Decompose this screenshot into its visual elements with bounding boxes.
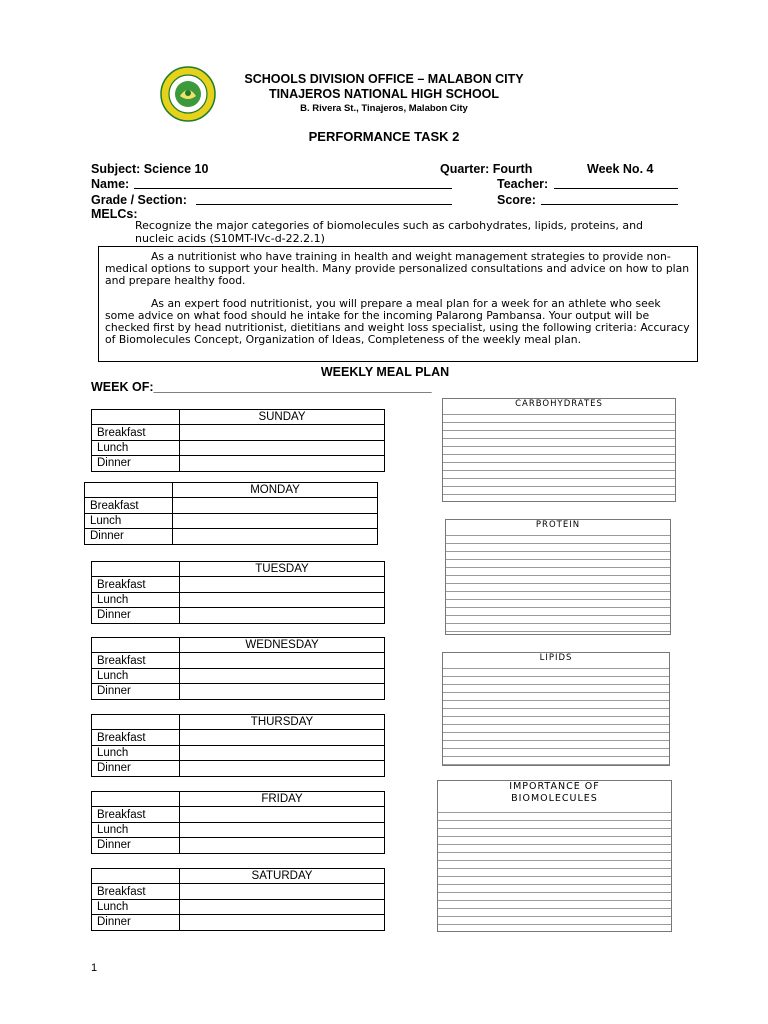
meal-entry-cell[interactable] [180,822,385,837]
meal-label: Breakfast [92,730,180,745]
task-paragraph-1: As a nutritionist who have training in health and weight management strategies to provide non-medical options to support your health. Many provide personalized consultations and advice on how to plan and prepare healthy food. [105,250,690,287]
meal-entry-cell[interactable] [173,498,378,513]
meal-entry-cell[interactable] [173,529,378,544]
lipids-title: LIPIDS [443,653,669,664]
score-label: Score: [497,193,536,207]
meal-label: Lunch [92,745,180,760]
quarter-label: Quarter: Fourth [440,162,533,176]
meal-label: Dinner [92,684,180,699]
weekly-meal-plan-title: WEEKLY MEAL PLAN [320,365,450,379]
task-paragraph-2: As an expert food nutritionist, you will prepare a meal plan for a week for an athlete who seek some advice on what food should he intake for the incoming Palarong Pambansa. Your output will be checked first by head nutritionist, dietitians and weight loss specialist, using the following criteria: Accuracy of Biomolecules Concept, Organization of Ideas, Completeness of the weekly meal plan. [105,297,690,346]
day-header: MONDAY [173,483,378,498]
page-number: 1 [91,962,98,974]
meal-entry-cell[interactable] [180,899,385,914]
meal-label: Dinner [92,608,180,623]
meal-entry-cell[interactable] [180,838,385,853]
week-of-field[interactable]: WEEK OF:________________________________________ [91,380,432,394]
meal-entry-cell[interactable] [180,608,385,623]
lipids-box[interactable] [442,652,670,766]
week-number-label: Week No. 4 [587,162,654,176]
day-header: TUESDAY [180,562,385,577]
meal-label: Dinner [92,761,180,776]
meal-label: Dinner [92,915,180,930]
subject-label: Subject: Science 10 [91,162,209,176]
meal-entry-cell[interactable] [180,884,385,899]
day-header: WEDNESDAY [180,638,385,653]
meal-label: Lunch [92,668,180,683]
wednesday-table [91,637,385,700]
meal-entry-cell[interactable] [180,440,385,455]
importance-title-line-2: BIOMOLECULES [511,793,598,804]
importance-of-biomolecules-box[interactable] [437,780,672,932]
teacher-label: Teacher: [497,177,549,191]
meal-entry-cell[interactable] [180,730,385,745]
meal-label: Breakfast [92,884,180,899]
monday-table [84,482,378,545]
day-header: FRIDAY [180,792,385,807]
meal-label: Breakfast [85,498,173,513]
day-header: SUNDAY [180,410,385,425]
grade-section-field[interactable] [196,194,452,205]
day-header: SATURDAY [180,869,385,884]
melcs-label: MELCs: [91,207,138,221]
meal-entry-cell[interactable] [180,577,385,592]
school-address: B. Rivera St., Tinajeros, Malabon City [300,103,468,114]
meal-entry-cell[interactable] [180,425,385,440]
carbohydrates-box[interactable] [442,398,676,502]
meal-entry-cell[interactable] [180,807,385,822]
meal-entry-cell[interactable] [180,915,385,930]
carbohydrates-title: CARBOHYDRATES [443,399,675,410]
friday-table [91,791,385,854]
meal-entry-cell[interactable] [180,761,385,776]
day-header: THURSDAY [180,715,385,730]
importance-title [438,781,671,805]
meal-entry-cell[interactable] [173,513,378,528]
meal-entry-cell[interactable] [180,745,385,760]
meal-label: Lunch [92,822,180,837]
protein-title: PROTEIN [446,520,670,531]
teacher-field[interactable] [554,178,678,189]
meal-label: Dinner [85,529,173,544]
meal-entry-cell[interactable] [180,668,385,683]
meal-label: Dinner [92,456,180,471]
meal-label: Dinner [92,838,180,853]
importance-title-line-1: IMPORTANCE OF [509,781,600,792]
meal-entry-cell[interactable] [180,653,385,668]
meal-label: Breakfast [92,653,180,668]
grade-section-label: Grade / Section: [91,193,187,207]
meal-label: Breakfast [92,577,180,592]
meal-entry-cell[interactable] [180,684,385,699]
meal-entry-cell[interactable] [180,592,385,607]
saturday-table [91,868,385,931]
task-description-box [98,246,698,362]
meal-label: Breakfast [92,807,180,822]
name-label: Name: [91,177,130,191]
name-field[interactable] [134,178,452,189]
thursday-table [91,714,385,777]
meal-label: Lunch [92,899,180,914]
score-field[interactable] [541,194,678,205]
protein-box[interactable] [445,519,671,635]
meal-label: Lunch [92,440,180,455]
meal-label: Lunch [85,513,173,528]
meal-entry-cell[interactable] [180,456,385,471]
document-title: PERFORMANCE TASK 2 [308,129,460,144]
school-name-heading: TINAJEROS NATIONAL HIGH SCHOOL [268,87,500,101]
meal-label: Breakfast [92,425,180,440]
melc-text: Recognize the major categories of biomolecules such as carbohydrates, lipids, proteins, and nucleic acids (S10MT-IVc-d-22.2.1) [135,219,644,245]
meal-label: Lunch [92,592,180,607]
tuesday-table [91,561,385,624]
sunday-table [91,409,385,472]
division-office-heading: SCHOOLS DIVISION OFFICE – MALABON CITY [244,72,524,86]
